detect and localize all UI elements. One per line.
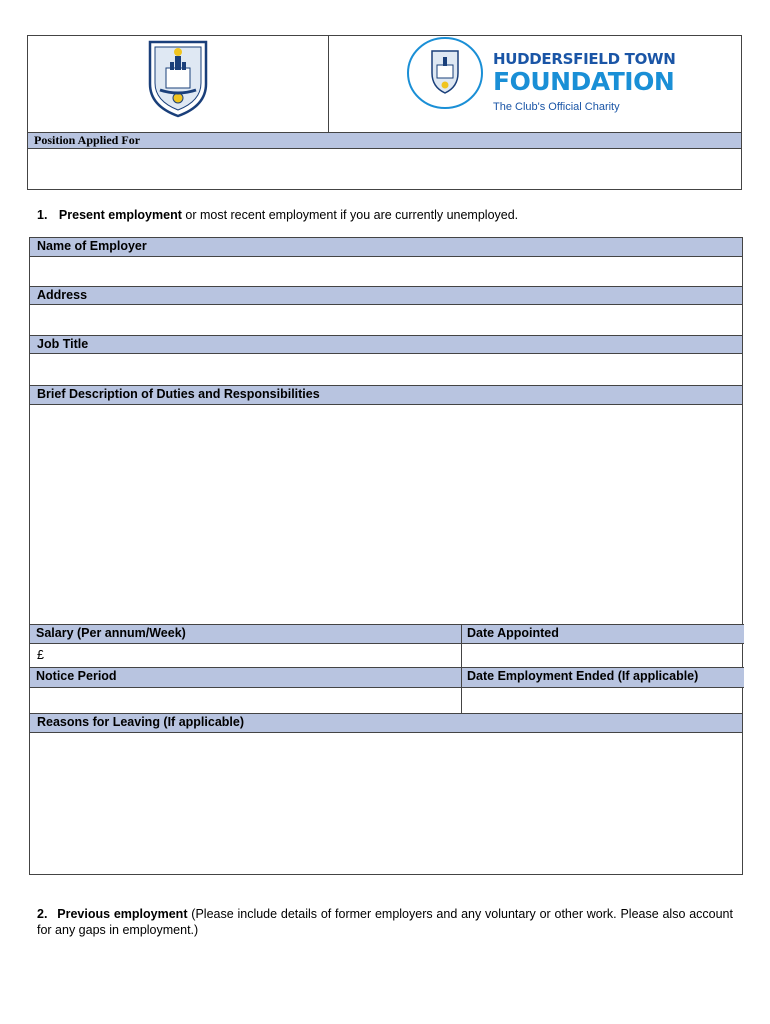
foundation-crest-icon <box>406 37 484 109</box>
position-applied-label: Position Applied For <box>28 133 741 149</box>
club-crest-icon <box>146 38 210 118</box>
section-2-heading <box>37 906 733 938</box>
address-field[interactable] <box>30 305 742 336</box>
date-ended-label: Date Employment Ended (If applicable) <box>461 667 744 688</box>
duties-field[interactable] <box>30 405 742 625</box>
date-appointed-field[interactable] <box>462 644 743 668</box>
section-2-title: Previous employment <box>57 907 188 921</box>
logo-tagline: The Club's Official Charity <box>493 101 620 113</box>
date-ended-field[interactable] <box>462 688 743 712</box>
header-divider <box>328 36 329 133</box>
section-2-description: (Please include details of former employers and any voluntary or other work. Please also account for any gaps in employment.) <box>37 907 733 937</box>
job-title-label: Job Title <box>30 335 742 354</box>
reasons-field[interactable] <box>30 733 742 874</box>
section-2-number: 2. <box>37 907 48 921</box>
employment-form <box>29 237 743 875</box>
duties-label: Brief Description of Duties and Responsibilities <box>30 385 742 405</box>
address-label: Address <box>30 286 742 305</box>
date-appointed-label: Date Appointed <box>461 624 744 644</box>
section-1-number: 1. <box>37 208 48 222</box>
foundation-logo <box>493 51 676 114</box>
notice-period-field[interactable] <box>30 688 461 712</box>
employer-label: Name of Employer <box>30 238 742 257</box>
employer-field[interactable] <box>30 257 742 287</box>
reasons-label: Reasons for Leaving (If applicable) <box>30 713 742 733</box>
salary-field[interactable]: £ <box>37 648 44 662</box>
logo-line-foundation: FOUNDATION <box>493 67 675 96</box>
section-1-description: or most recent employment if you are currently unemployed. <box>181 208 519 222</box>
salary-label: Salary (Per annum/Week) <box>30 624 462 644</box>
logo-line-club: HUDDERSFIELD TOWN <box>493 50 676 68</box>
column-divider <box>461 624 462 714</box>
job-title-field[interactable] <box>30 354 742 386</box>
position-applied-field[interactable] <box>28 149 741 190</box>
notice-period-label: Notice Period <box>30 667 462 688</box>
section-1-title: Present employment <box>58 208 182 222</box>
section-1-heading <box>37 207 518 223</box>
